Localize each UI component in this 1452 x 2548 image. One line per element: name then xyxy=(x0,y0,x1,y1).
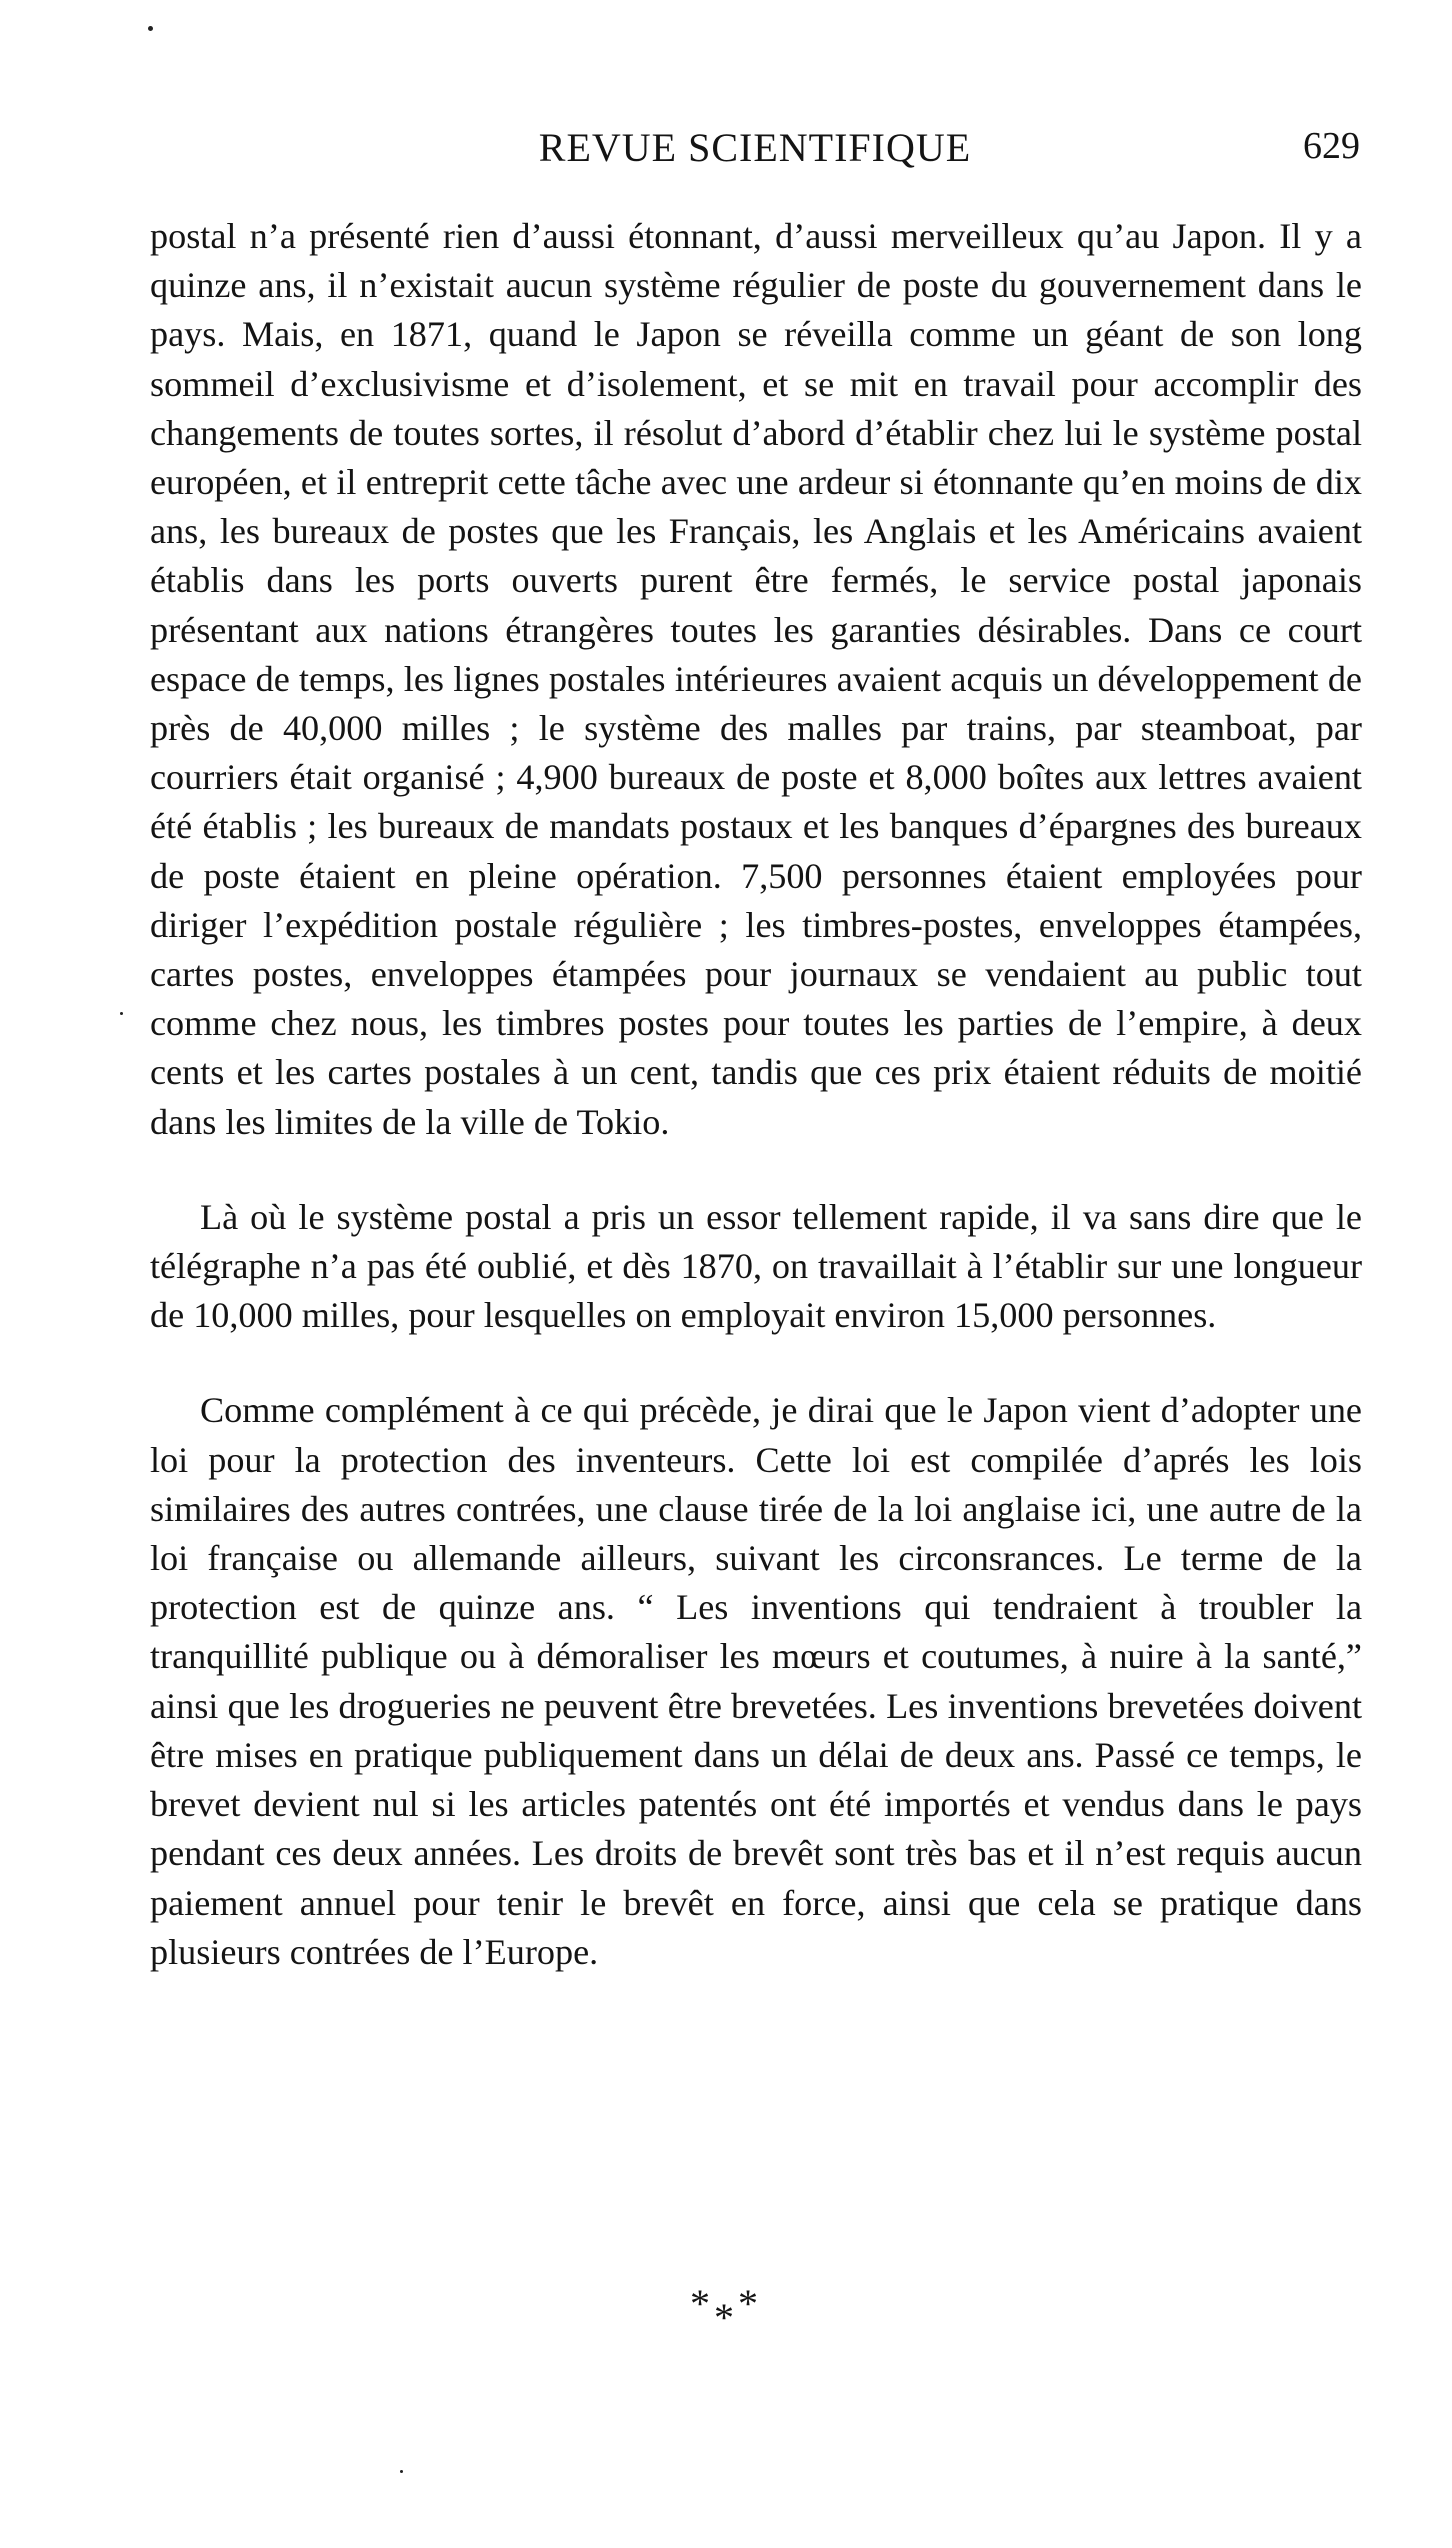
running-title: REVUE SCIENTIFIQUE xyxy=(538,125,972,170)
asterism-star-left: * xyxy=(690,2281,714,2326)
paragraph-patent-law: Comme complément à ce qui précède, je dirai que le Japon vient d’adopter une loi pour la protection des inventeurs. Cette loi est compilée d’aprés les lois similaires des autres contrées, une clause tirée de la loi anglaise ici, une autre de la loi française ou allemande ailleurs, suivant les circonsrances. Le terme de la protection est de quinze ans. “ Les inventions qui tendraient à troubler la tranquillité publique ou à démoraliser les mœurs et coutumes, à nuire à la santé,” ainsi que les drogueries ne peuvent être brevetées. Les inventions brevetées doivent être mises en pratique publiquement dans un délai de deux ans. Passé ce temps, le brevet devient nul si les articles patentés ont été importés et vendus dans le pays pendant ces deux années. Les droits de brevêt sont très bas et il n’est requis aucun paiement annuel pour tenir le brevêt en force, ainsi que cela se pratique dans plusieurs contrées de l’Europe. xyxy=(150,1390,1362,1972)
section-asterism xyxy=(0,2281,1452,2340)
article-body xyxy=(150,212,1362,1977)
asterism-star-right: * xyxy=(738,2281,762,2326)
page-number: 629 xyxy=(1303,125,1360,167)
paragraph-postal-system: postal n’a présenté rien d’aussi étonnant, d’aussi merveilleux qu’au Japon. Il y a quinze ans, il n’existait aucun système régulier de poste du gouvernement dans le pays. Mais, en 1871, quand le Japon se réveilla comme un géant de son long sommeil d’exclusivisme et d’isolement, et se mit en travail pour accomplir des changements de toutes sortes, il résolut d’abord d’établir chez lui le système postal européen, et il entreprit cette tâche avec une ardeur si étonnante qu’en moins de dix ans, les bureaux de postes que les Français, les Anglais et les Américains avaient établis dans les ports ouverts purent être fermés, le service postal japonais présentant aux nations étrangères toutes les garanties désirables. Dans ce court espace de temps, les lignes postales intérieures avaient acquis un développement de près de 40,000 milles ; le système des malles par trains, par steamboat, par courriers était organisé ; 4,900 bureaux de poste et 8,000 boîtes aux lettres avaient été établis ; les bureaux de mandats postaux et les banques d’épargnes des bureaux de poste étaient en pleine opération. 7,500 personnes étaient employées pour diriger l’expédition postale régulière ; les timbres-postes, enveloppes étampées, cartes postes, enveloppes étampées pour journaux se vendaient au public tout comme chez nous, les timbres postes pour toutes les parties de l’empire, à deux cents et les cartes postales à un cent, tandis que ces prix étaient réduits de moitié dans les limites de la ville de Tokio. xyxy=(150,216,1362,1142)
ink-speck-bottom xyxy=(400,2470,403,2473)
paragraph-telegraph: Là où le système postal a pris un essor tellement rapide, il va sans dire que le télégraphe n’a pas été oublié, et dès 1870, on travaillait à l’établir sur une longueur de 10,000 milles, pour lesquelles on employait environ 15,000 personnes. xyxy=(150,1196,1362,1336)
ink-speck-top-left xyxy=(148,26,153,31)
ink-speck-margin xyxy=(120,1012,123,1015)
page-header xyxy=(150,124,1360,184)
asterism-star-middle: * xyxy=(714,2295,738,2340)
